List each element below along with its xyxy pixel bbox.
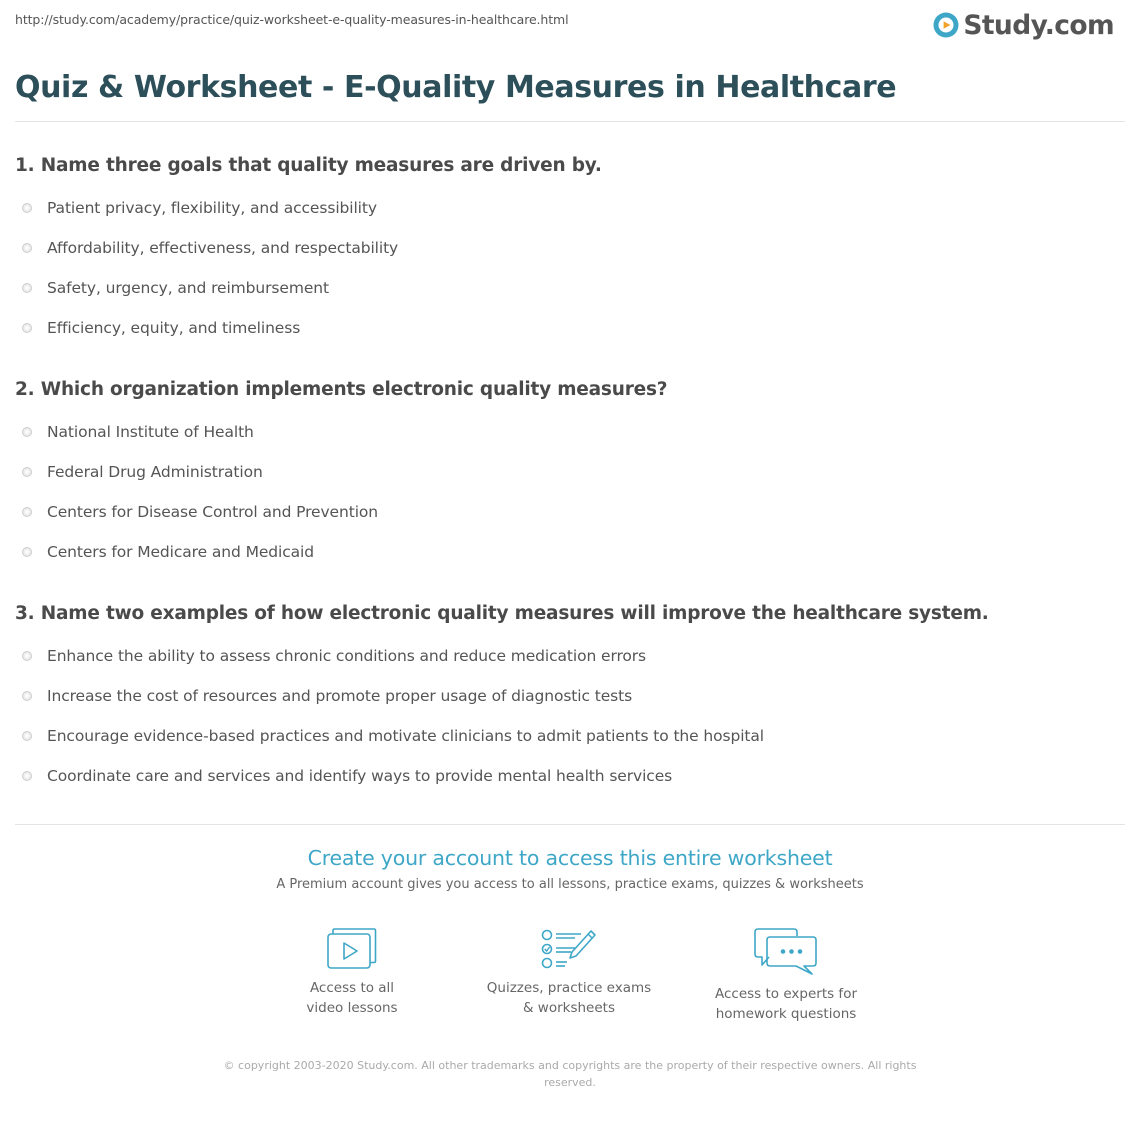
radio-button[interactable] xyxy=(22,547,32,557)
radio-button[interactable] xyxy=(22,507,32,517)
feature-video-lessons xyxy=(252,928,452,1018)
option-label: Patient privacy, flexibility, and accessibility xyxy=(47,199,377,217)
option-label: Safety, urgency, and reimbursement xyxy=(47,279,329,297)
option-label: National Institute of Health xyxy=(47,423,254,441)
option-label: Encourage evidence-based practices and motivate clinicians to admit patients to the hospital xyxy=(47,727,765,745)
radio-button[interactable] xyxy=(22,427,32,437)
question-2-option-1[interactable] xyxy=(22,422,254,442)
question-1-option-1[interactable] xyxy=(22,198,377,218)
question-2: 2. Which organization implements electronic quality measures? xyxy=(15,379,668,400)
radio-button[interactable] xyxy=(22,651,32,661)
question-1-option-3[interactable] xyxy=(22,278,329,298)
study-logo[interactable] xyxy=(932,6,1114,44)
feature-experts xyxy=(686,928,886,1024)
premium-description: A Premium account gives you access to all lessons, practice exams, quizzes & worksheets xyxy=(276,877,864,892)
question-3-option-4[interactable] xyxy=(22,766,672,786)
feature-label: Quizzes, practice exams & worksheets xyxy=(486,980,652,1016)
radio-button[interactable] xyxy=(22,283,32,293)
option-label: Increase the cost of resources and promote proper usage of diagnostic tests xyxy=(47,687,633,705)
feature-label: Access to experts for homework questions xyxy=(714,986,857,1022)
play-circle-icon xyxy=(932,11,960,39)
page-title: Quiz & Worksheet - E-Quality Measures in Healthcare xyxy=(15,70,897,105)
question-2-option-2[interactable] xyxy=(22,462,263,482)
question-1-option-4[interactable] xyxy=(22,318,300,338)
option-label: Centers for Disease Control and Prevention xyxy=(47,503,379,521)
feature-label: Access to all video lessons xyxy=(306,980,398,1016)
radio-button[interactable] xyxy=(22,243,32,253)
radio-button[interactable] xyxy=(22,771,32,781)
radio-button[interactable] xyxy=(22,731,32,741)
video-play-icon xyxy=(327,928,377,970)
radio-button[interactable] xyxy=(22,691,32,701)
checklist-pencil-icon xyxy=(541,928,597,970)
question-3-option-1[interactable] xyxy=(22,646,646,666)
create-account-link[interactable]: Create your account to access this entire worksheet xyxy=(307,846,833,870)
question-3: 3. Name two examples of how electronic quality measures will improve the healthcare system. xyxy=(15,603,989,624)
option-label: Federal Drug Administration xyxy=(47,463,263,481)
url-bar: http://study.com/academy/practice/quiz-worksheet-e-quality-measures-in-healthcare.html xyxy=(15,12,569,27)
cta-divider xyxy=(15,824,1125,825)
question-1: 1. Name three goals that quality measures are driven by. xyxy=(15,155,602,176)
radio-button[interactable] xyxy=(22,323,32,333)
option-label: Affordability, effectiveness, and respectability xyxy=(47,239,399,257)
question-1-option-2[interactable] xyxy=(22,238,398,258)
question-3-option-3[interactable] xyxy=(22,726,764,746)
radio-button[interactable] xyxy=(22,467,32,477)
feature-quizzes xyxy=(469,928,669,1018)
logo-text: Study.com xyxy=(963,9,1114,41)
option-label: Enhance the ability to assess chronic conditions and reduce medication errors xyxy=(47,647,647,665)
question-2-option-3[interactable] xyxy=(22,502,378,522)
option-label: Efficiency, equity, and timeliness xyxy=(47,319,301,337)
question-3-option-2[interactable] xyxy=(22,686,632,706)
title-divider xyxy=(15,121,1125,122)
question-2-option-4[interactable] xyxy=(22,542,314,562)
radio-button[interactable] xyxy=(22,203,32,213)
option-label: Coordinate care and services and identify ways to provide mental health services xyxy=(47,767,673,785)
copyright-notice: © copyright 2003-2020 Study.com. All other trademarks and copyrights are the property of their respective owners. All rights reserved. xyxy=(223,1059,917,1089)
chat-bubbles-icon xyxy=(754,928,818,976)
option-label: Centers for Medicare and Medicaid xyxy=(47,543,314,561)
